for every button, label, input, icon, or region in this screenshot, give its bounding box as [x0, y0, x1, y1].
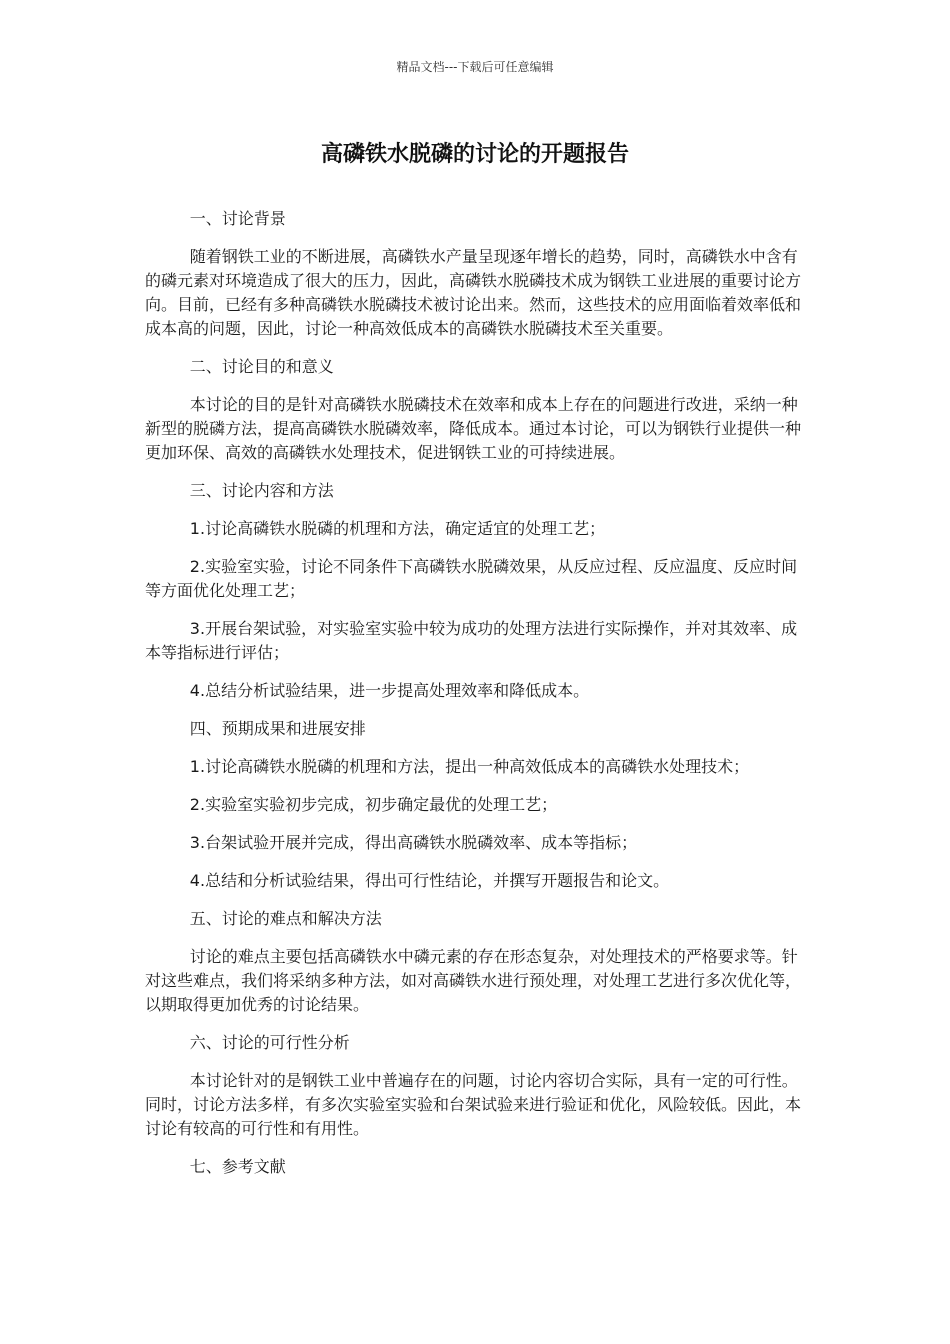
section-heading-content-method: 三、讨论内容和方法 — [189, 481, 334, 500]
list-item: 4.总结和分析试验结果，得出可行性结论，并撰写开题报告和论文。 — [189, 871, 670, 890]
section-heading-background: 一、讨论背景 — [189, 209, 286, 228]
section-heading-feasibility: 六、讨论的可行性分析 — [189, 1033, 350, 1052]
list-item: 2.实验室实验，讨论不同条件下高磷铁水脱磷效果，从反应过程、反应温度、反应时间等方面优化处理工艺； — [145, 557, 798, 600]
list-item: 1.讨论高磷铁水脱磷的机理和方法，提出一种高效低成本的高磷铁水处理技术； — [189, 757, 750, 776]
list-item: 3.台架试验开展并完成，得出高磷铁水脱磷效率、成本等指标； — [189, 833, 638, 852]
header-watermark: 精品文档---下载后可任意编辑 — [396, 60, 554, 74]
paragraph-background: 随着钢铁工业的不断进展，高磷铁水产量呈现逐年增长的趋势，同时，高磷铁水中含有的磷元素对环境造成了很大的压力，因此，高磷铁水脱磷技术成为钢铁工业进展的重要讨论方向。目前，已经有多种高磷铁水脱磷技术被讨论出来。然而，这些技术的应用面临着效率低和成本高的问题，因此，讨论一种高效低成本的高磷铁水脱磷技术至关重要。 — [145, 247, 802, 338]
document-body — [145, 207, 805, 1193]
paragraph-difficulties: 讨论的难点主要包括高磷铁水中磷元素的存在形态复杂，对处理技术的严格要求等。针对这些难点，我们将采纳多种方法，如对高磷铁水进行预处理，对处理工艺进行多次优化等，以期取得更加优秀的讨论结果。 — [145, 947, 802, 1014]
list-item: 1.讨论高磷铁水脱磷的机理和方法，确定适宜的处理工艺； — [189, 519, 606, 538]
section-heading-purpose: 二、讨论目的和意义 — [189, 357, 334, 376]
document-title: 高磷铁水脱磷的讨论的开题报告 — [320, 142, 629, 167]
paragraph-purpose: 本讨论的目的是针对高磷铁水脱磷技术在效率和成本上存在的问题进行改进，采纳一种新型的脱磷方法，提高高磷铁水脱磷效率，降低成本。通过本讨论，可以为钢铁行业提供一种更加环保、高效的高磷铁水处理技术，促进钢铁工业的可持续进展。 — [145, 395, 802, 462]
list-item: 4.总结分析试验结果，进一步提高处理效率和降低成本。 — [189, 681, 590, 700]
section-heading-expected-results: 四、预期成果和进展安排 — [189, 719, 366, 738]
list-item: 2.实验室实验初步完成，初步确定最优的处理工艺； — [189, 795, 558, 814]
section-heading-difficulties: 五、讨论的难点和解决方法 — [189, 909, 382, 928]
section-heading-references: 七、参考文献 — [189, 1157, 286, 1176]
list-item: 3.开展台架试验，对实验室实验中较为成功的处理方法进行实际操作，并对其效率、成本等指标进行评估； — [145, 619, 798, 662]
paragraph-feasibility: 本讨论针对的是钢铁工业中普遍存在的问题，讨论内容切合实际，具有一定的可行性。同时，讨论方法多样，有多次实验室实验和台架试验来进行验证和优化，风险较低。因此，本讨论有较高的可行性和有用性。 — [145, 1071, 802, 1138]
